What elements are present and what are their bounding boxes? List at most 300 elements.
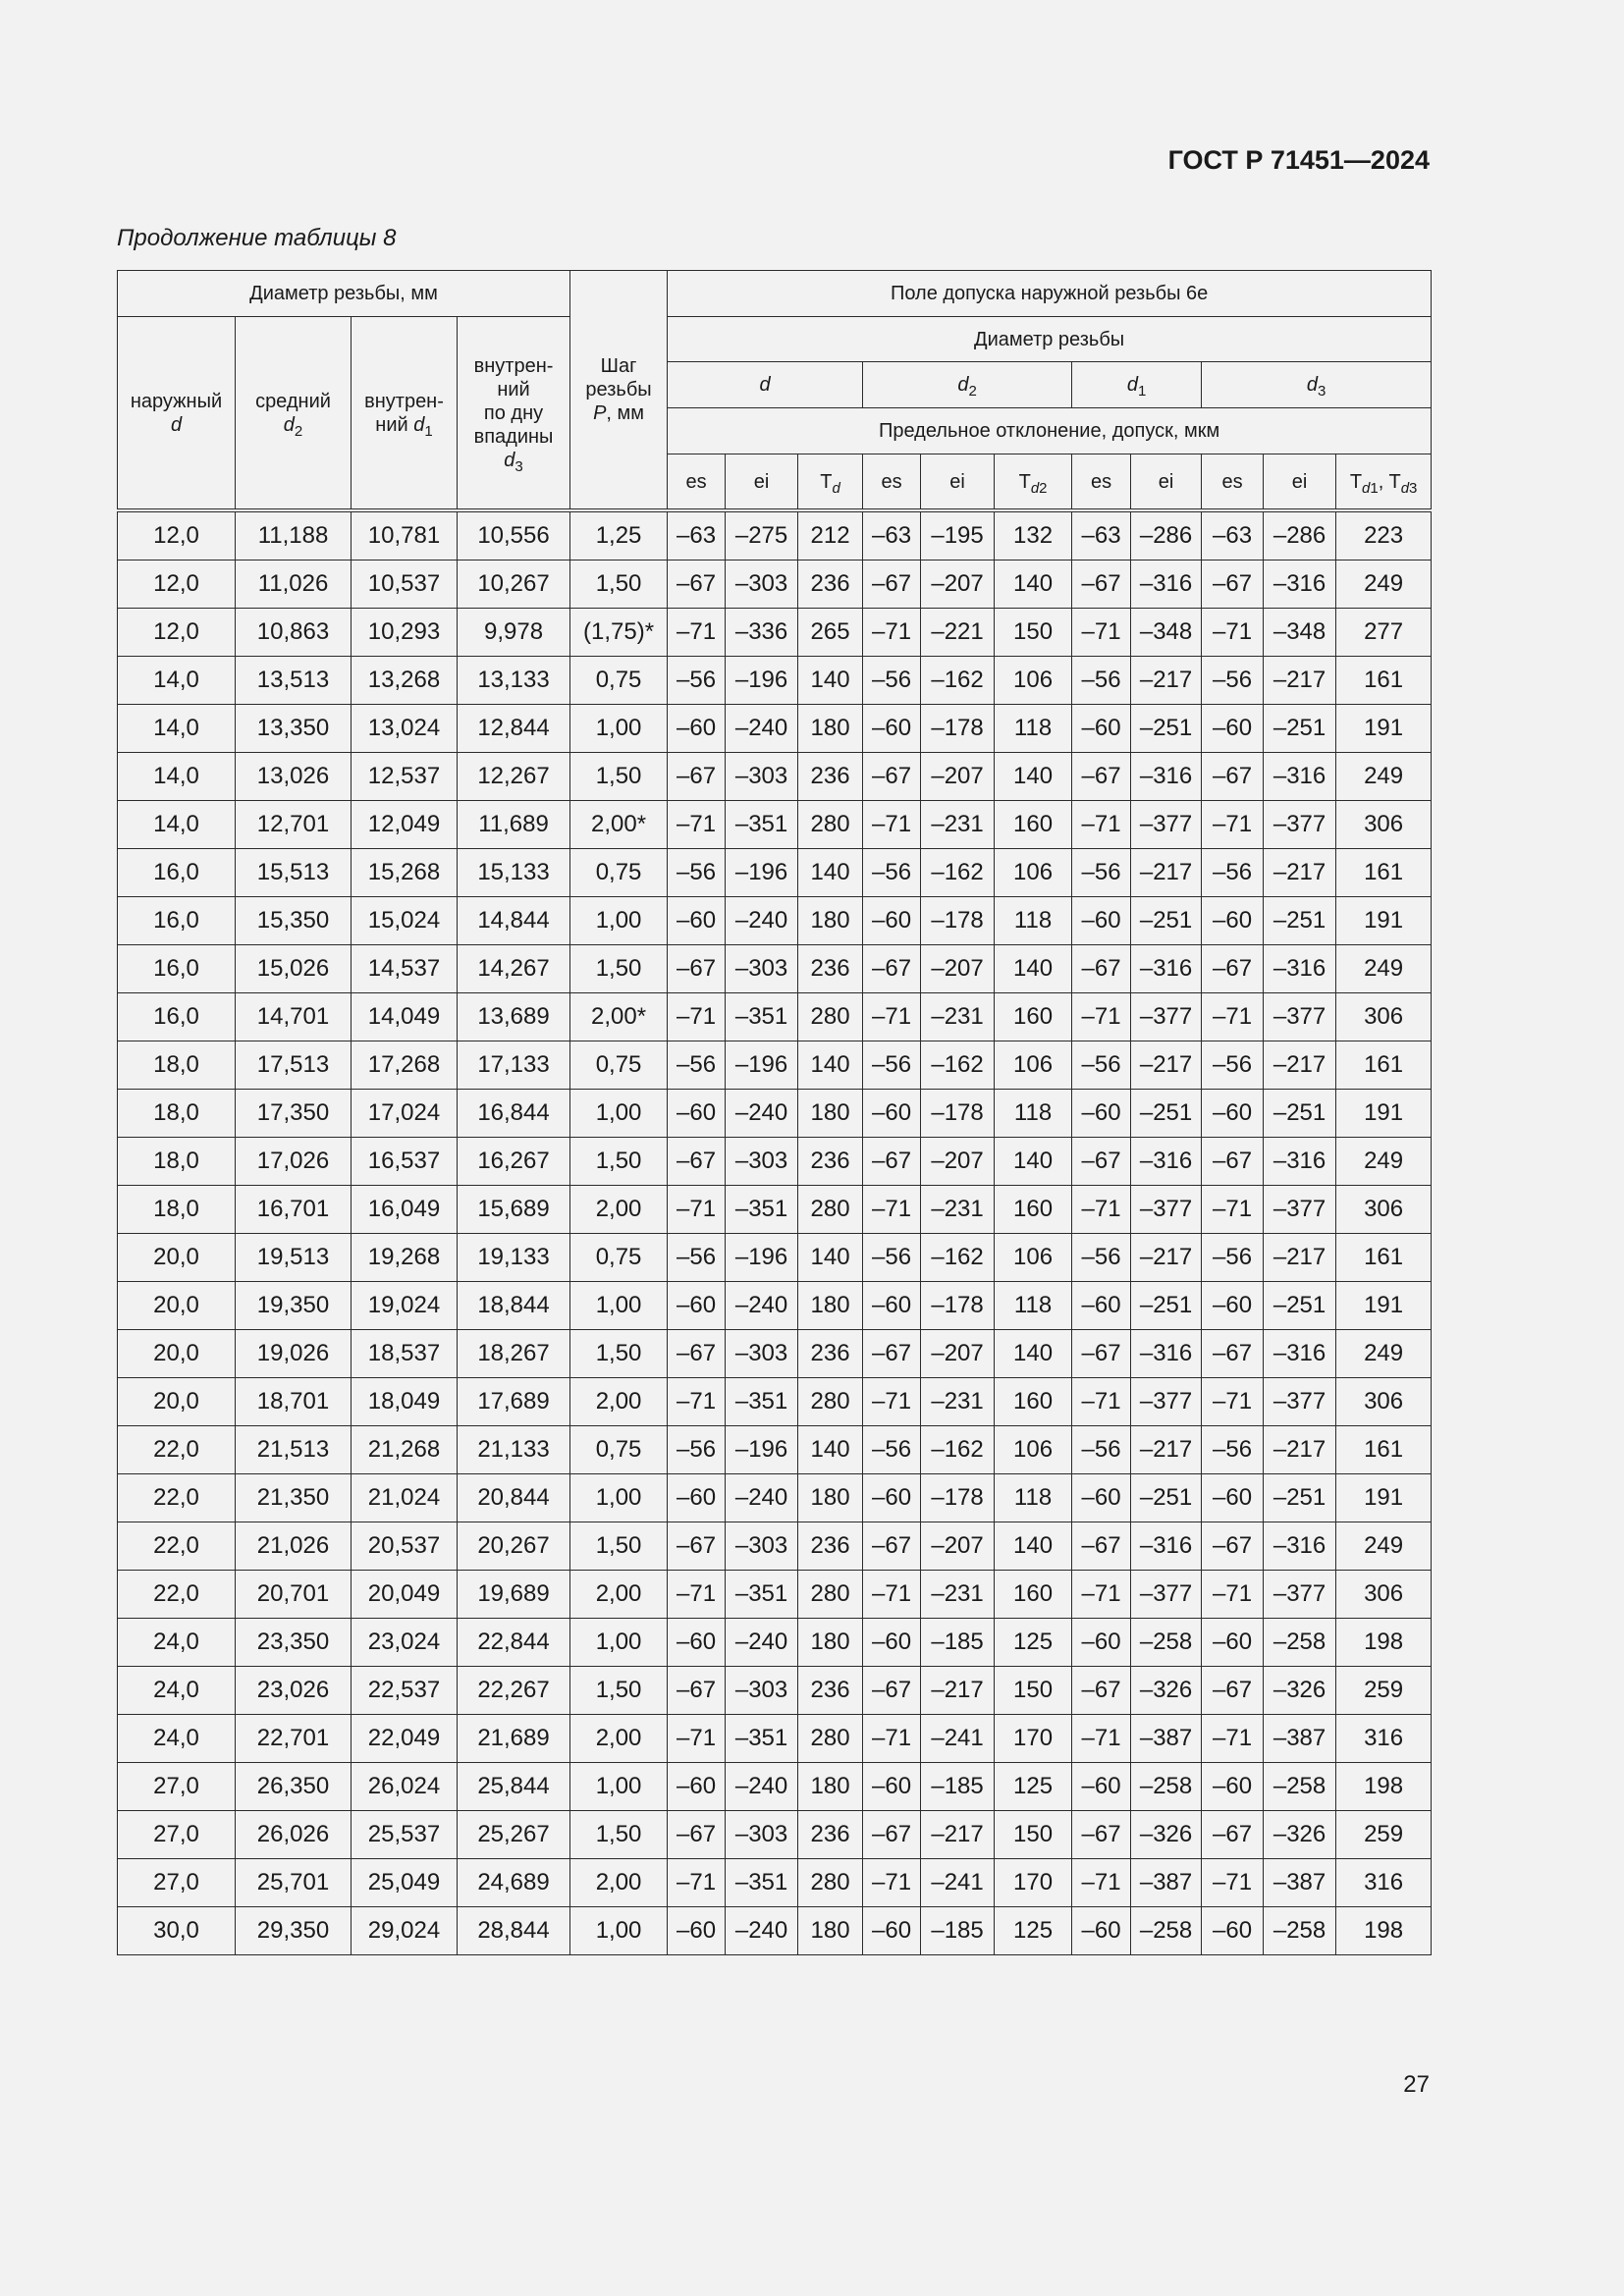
table-cell: –60	[668, 897, 726, 945]
table-cell: –67	[1072, 1522, 1131, 1571]
table-cell: 15,689	[458, 1186, 570, 1234]
table-row	[118, 945, 1432, 993]
table-cell: –71	[668, 1859, 726, 1907]
table-cell: –240	[726, 1619, 798, 1667]
table-cell: –316	[1131, 1522, 1202, 1571]
table-cell: 118	[995, 705, 1072, 753]
table-cell: 1,00	[570, 1474, 668, 1522]
table-cell: 170	[995, 1715, 1072, 1763]
table-cell: 140	[995, 1330, 1072, 1378]
table-cell: –56	[1202, 1234, 1264, 1282]
table-cell: –71	[863, 993, 921, 1041]
table-cell: 280	[798, 1186, 863, 1234]
table-cell: 20,049	[352, 1571, 458, 1619]
table-cell: –377	[1131, 1571, 1202, 1619]
table-cell: 223	[1336, 510, 1432, 561]
table-cell: 140	[798, 1426, 863, 1474]
table-cell: –71	[863, 1571, 921, 1619]
table-cell: –67	[1072, 561, 1131, 609]
table-cell: –71	[863, 1715, 921, 1763]
table-cell: –162	[921, 1426, 995, 1474]
table-cell: –258	[1264, 1619, 1336, 1667]
table-cell: 25,844	[458, 1763, 570, 1811]
table-cell: –67	[1072, 753, 1131, 801]
table-cell: –71	[1202, 1186, 1264, 1234]
table-cell: 17,513	[236, 1041, 352, 1090]
table-cell: 21,350	[236, 1474, 352, 1522]
table-cell: 1,00	[570, 705, 668, 753]
table-cell: –251	[1131, 897, 1202, 945]
table-cell: –67	[1202, 945, 1264, 993]
table-cell: 118	[995, 1282, 1072, 1330]
table-cell: –185	[921, 1907, 995, 1955]
table-cell: 10,863	[236, 609, 352, 657]
table-cell: –63	[668, 510, 726, 561]
table-cell: –71	[863, 1186, 921, 1234]
table-cell: 140	[995, 945, 1072, 993]
table-cell: –71	[668, 993, 726, 1041]
table-cell: 140	[798, 1234, 863, 1282]
table-cell: 140	[995, 561, 1072, 609]
table-row	[118, 1474, 1432, 1522]
table-cell: 19,133	[458, 1234, 570, 1282]
table-cell: 12,0	[118, 609, 236, 657]
table-cell: 21,026	[236, 1522, 352, 1571]
table-row	[118, 1907, 1432, 1955]
table-cell: –56	[668, 1426, 726, 1474]
table-cell: –71	[1202, 1571, 1264, 1619]
table-cell: –240	[726, 705, 798, 753]
table-cell: –60	[1072, 1090, 1131, 1138]
table-cell: –67	[1072, 1330, 1131, 1378]
table-cell: 14,0	[118, 801, 236, 849]
table-row	[118, 1715, 1432, 1763]
table-cell: –240	[726, 1474, 798, 1522]
table-cell: –67	[863, 1811, 921, 1859]
table-cell: 191	[1336, 1282, 1432, 1330]
table-cell: 106	[995, 1234, 1072, 1282]
table-cell: 249	[1336, 1330, 1432, 1378]
table-cell: –71	[668, 1186, 726, 1234]
table-cell: –178	[921, 705, 995, 753]
table-cell: –67	[668, 1522, 726, 1571]
table-cell: 9,978	[458, 609, 570, 657]
table-cell: 16,049	[352, 1186, 458, 1234]
table-cell: 13,689	[458, 993, 570, 1041]
table-cell: –303	[726, 1522, 798, 1571]
table-cell: –56	[1072, 849, 1131, 897]
header-ei: ei	[1131, 454, 1202, 511]
table-cell: 161	[1336, 1426, 1432, 1474]
table-cell: –71	[1202, 993, 1264, 1041]
table-cell: –258	[1131, 1763, 1202, 1811]
table-cell: 27,0	[118, 1763, 236, 1811]
table-cell: 180	[798, 1282, 863, 1330]
table-cell: 106	[995, 1426, 1072, 1474]
table-cell: 1,00	[570, 1763, 668, 1811]
table-cell: 236	[798, 945, 863, 993]
table-cell: –60	[863, 705, 921, 753]
table-cell: –71	[1072, 1378, 1131, 1426]
table-cell: 16,0	[118, 897, 236, 945]
table-cell: –71	[668, 801, 726, 849]
table-cell: 21,513	[236, 1426, 352, 1474]
table-cell: 316	[1336, 1715, 1432, 1763]
table-cell: –351	[726, 1571, 798, 1619]
table-cell: 0,75	[570, 657, 668, 705]
table-cell: 16,701	[236, 1186, 352, 1234]
table-cell: –348	[1131, 609, 1202, 657]
table-cell: 306	[1336, 1186, 1432, 1234]
table-cell: –60	[1202, 897, 1264, 945]
table-cell: –67	[668, 1138, 726, 1186]
table-cell: –217	[1264, 849, 1336, 897]
table-cell: 125	[995, 1763, 1072, 1811]
header-es: es	[1072, 454, 1131, 511]
table-cell: –67	[1072, 1811, 1131, 1859]
table-row	[118, 609, 1432, 657]
table-cell: 11,026	[236, 561, 352, 609]
table-row	[118, 1330, 1432, 1378]
table-cell: –326	[1131, 1811, 1202, 1859]
table-cell: –251	[1131, 705, 1202, 753]
table-cell: –178	[921, 1474, 995, 1522]
table-cell: –71	[1072, 801, 1131, 849]
table-row	[118, 849, 1432, 897]
table-cell: –67	[863, 1138, 921, 1186]
table-cell: 17,689	[458, 1378, 570, 1426]
table-cell: 14,0	[118, 753, 236, 801]
table-cell: –60	[1072, 1619, 1131, 1667]
table-cell: 1,50	[570, 1330, 668, 1378]
table-cell: 277	[1336, 609, 1432, 657]
table-cell: –207	[921, 1330, 995, 1378]
table-cell: –196	[726, 849, 798, 897]
table-cell: 20,0	[118, 1282, 236, 1330]
table-cell: 16,844	[458, 1090, 570, 1138]
table-cell: 25,267	[458, 1811, 570, 1859]
table-cell: 280	[798, 1715, 863, 1763]
table-cell: 15,026	[236, 945, 352, 993]
thread-tolerance-table	[117, 270, 1432, 1955]
table-cell: –251	[1264, 897, 1336, 945]
table-cell: 1,50	[570, 1667, 668, 1715]
table-cell: 13,268	[352, 657, 458, 705]
table-cell: –60	[1202, 1090, 1264, 1138]
table-cell: –377	[1264, 1571, 1336, 1619]
table-cell: 16,0	[118, 993, 236, 1041]
table-cell: 191	[1336, 897, 1432, 945]
table-cell: –178	[921, 1090, 995, 1138]
header-diameter-group: Диаметр резьбы, мм	[118, 271, 570, 317]
table-cell: 236	[798, 1138, 863, 1186]
table-cell: –60	[668, 1907, 726, 1955]
table-cell: 25,049	[352, 1859, 458, 1907]
table-cell: 0,75	[570, 1426, 668, 1474]
table-cell: –63	[863, 510, 921, 561]
table-cell: –351	[726, 1378, 798, 1426]
table-cell: 180	[798, 897, 863, 945]
table-cell: –377	[1264, 801, 1336, 849]
table-cell: –60	[863, 1474, 921, 1522]
table-cell: –387	[1131, 1859, 1202, 1907]
table-cell: –60	[1072, 1282, 1131, 1330]
table-cell: –67	[1072, 1138, 1131, 1186]
table-cell: –316	[1131, 945, 1202, 993]
table-cell: 26,026	[236, 1811, 352, 1859]
table-cell: 140	[995, 1522, 1072, 1571]
table-cell: –377	[1264, 1186, 1336, 1234]
table-cell: 20,0	[118, 1234, 236, 1282]
table-cell: –196	[726, 1041, 798, 1090]
table-cell: –217	[1264, 1426, 1336, 1474]
table-cell: –60	[1202, 1282, 1264, 1330]
table-cell: 27,0	[118, 1811, 236, 1859]
table-cell: 12,267	[458, 753, 570, 801]
table-cell: 21,689	[458, 1715, 570, 1763]
table-cell: 17,133	[458, 1041, 570, 1090]
table-cell: 249	[1336, 945, 1432, 993]
table-cell: –231	[921, 801, 995, 849]
table-cell: 1,00	[570, 897, 668, 945]
table-cell: –71	[1202, 801, 1264, 849]
table-cell: 132	[995, 510, 1072, 561]
table-cell: 150	[995, 1811, 1072, 1859]
table-cell: (1,75)*	[570, 609, 668, 657]
table-cell: 118	[995, 1090, 1072, 1138]
table-cell: –67	[1202, 1811, 1264, 1859]
table-cell: –231	[921, 1186, 995, 1234]
header-es: es	[668, 454, 726, 511]
table-cell: 236	[798, 1811, 863, 1859]
table-cell: –60	[1202, 1907, 1264, 1955]
table-cell: 18,049	[352, 1378, 458, 1426]
table-cell: 19,689	[458, 1571, 570, 1619]
table-cell: 24,689	[458, 1859, 570, 1907]
table-cell: –316	[1264, 1330, 1336, 1378]
table-cell: 21,268	[352, 1426, 458, 1474]
table-cell: 306	[1336, 801, 1432, 849]
header-mean-diameter: средний $d_2$	[236, 317, 352, 511]
table-cell: –185	[921, 1763, 995, 1811]
table-cell: –71	[1202, 609, 1264, 657]
table-cell: 249	[1336, 753, 1432, 801]
table-cell: 17,024	[352, 1090, 458, 1138]
table-cell: –56	[668, 657, 726, 705]
table-row	[118, 753, 1432, 801]
table-cell: –67	[1202, 1330, 1264, 1378]
table-cell: 2,00	[570, 1715, 668, 1763]
table-cell: 198	[1336, 1907, 1432, 1955]
table-cell: 11,188	[236, 510, 352, 561]
table-cell: –71	[1072, 1859, 1131, 1907]
table-cell: –377	[1131, 993, 1202, 1041]
table-cell: –217	[1131, 1234, 1202, 1282]
table-cell: 13,024	[352, 705, 458, 753]
table-cell: –67	[863, 945, 921, 993]
table-cell: 23,350	[236, 1619, 352, 1667]
table-cell: –56	[1202, 849, 1264, 897]
table-cell: –71	[668, 609, 726, 657]
table-cell: 140	[798, 1041, 863, 1090]
table-cell: 1,50	[570, 561, 668, 609]
table-cell: 22,0	[118, 1474, 236, 1522]
table-cell: 161	[1336, 657, 1432, 705]
table-cell: –178	[921, 897, 995, 945]
table-cell: 140	[995, 1138, 1072, 1186]
table-cell: –60	[668, 1090, 726, 1138]
table-cell: –351	[726, 1715, 798, 1763]
header-d: d	[668, 362, 863, 408]
table-cell: 20,0	[118, 1378, 236, 1426]
table-cell: 1,50	[570, 1522, 668, 1571]
table-cell: –221	[921, 609, 995, 657]
header-td2: $T_{d2}$	[995, 454, 1072, 511]
table-cell: 22,701	[236, 1715, 352, 1763]
table-cell: 24,0	[118, 1667, 236, 1715]
table-cell: –71	[668, 1571, 726, 1619]
table-cell: –351	[726, 1859, 798, 1907]
table-cell: 191	[1336, 1474, 1432, 1522]
table-cell: –251	[1131, 1474, 1202, 1522]
table-cell: –56	[1072, 1426, 1131, 1474]
table-cell: 180	[798, 1090, 863, 1138]
table-cell: –316	[1264, 1522, 1336, 1571]
table-cell: –71	[1202, 1859, 1264, 1907]
table-cell: –377	[1131, 801, 1202, 849]
table-row	[118, 801, 1432, 849]
table-cell: 18,0	[118, 1138, 236, 1186]
table-cell: 18,537	[352, 1330, 458, 1378]
table-cell: 22,537	[352, 1667, 458, 1715]
table-cell: 140	[798, 849, 863, 897]
table-cell: 19,350	[236, 1282, 352, 1330]
table-cell: –56	[863, 657, 921, 705]
table-cell: –387	[1264, 1715, 1336, 1763]
table-cell: 249	[1336, 561, 1432, 609]
table-cell: 180	[798, 1474, 863, 1522]
table-cell: –303	[726, 561, 798, 609]
table-cell: –67	[1072, 1667, 1131, 1715]
table-cell: –71	[1072, 993, 1131, 1041]
table-cell: 14,267	[458, 945, 570, 993]
table-cell: 21,133	[458, 1426, 570, 1474]
table-cell: 27,0	[118, 1859, 236, 1907]
table-cell: 249	[1336, 1138, 1432, 1186]
table-cell: 2,00	[570, 1571, 668, 1619]
table-cell: –231	[921, 1571, 995, 1619]
table-cell: –67	[1202, 1667, 1264, 1715]
header-outer-diameter: наружный d	[118, 317, 236, 511]
table-cell: 13,350	[236, 705, 352, 753]
table-row	[118, 561, 1432, 609]
table-cell: –351	[726, 801, 798, 849]
table-cell: –326	[1264, 1667, 1336, 1715]
table-cell: –316	[1264, 1138, 1336, 1186]
table-cell: –67	[1202, 1138, 1264, 1186]
table-cell: –60	[1202, 1763, 1264, 1811]
table-cell: –258	[1264, 1763, 1336, 1811]
table-cell: 18,701	[236, 1378, 352, 1426]
table-cell: –303	[726, 945, 798, 993]
table-cell: –71	[1202, 1715, 1264, 1763]
table-row	[118, 1426, 1432, 1474]
table-row	[118, 1186, 1432, 1234]
header-es: es	[863, 454, 921, 511]
table-cell: 198	[1336, 1619, 1432, 1667]
table-row	[118, 705, 1432, 753]
table-cell: –251	[1264, 705, 1336, 753]
header-inner-diameter: внутрен- ний $d_1$	[352, 317, 458, 511]
table-cell: 180	[798, 1763, 863, 1811]
table-cell: 236	[798, 753, 863, 801]
table-cell: 17,026	[236, 1138, 352, 1186]
table-cell: 15,133	[458, 849, 570, 897]
table-cell: 18,844	[458, 1282, 570, 1330]
table-cell: –60	[1072, 1907, 1131, 1955]
table-cell: –240	[726, 1763, 798, 1811]
table-cell: 12,844	[458, 705, 570, 753]
table-cell: –67	[668, 1330, 726, 1378]
table-cell: 20,844	[458, 1474, 570, 1522]
header-root-diameter: внутрен- ний по дну впадины $d_3$	[458, 317, 570, 511]
header-pitch: Шаг резьбы P, мм	[570, 271, 668, 511]
table-row	[118, 993, 1432, 1041]
table-cell: –67	[863, 561, 921, 609]
table-cell: –56	[1072, 1234, 1131, 1282]
table-cell: 13,513	[236, 657, 352, 705]
table-cell: –60	[668, 1474, 726, 1522]
header-thread-diameter: Диаметр резьбы	[668, 317, 1432, 362]
table-cell: –207	[921, 1138, 995, 1186]
table-cell: 106	[995, 1041, 1072, 1090]
table-cell: 161	[1336, 1041, 1432, 1090]
table-cell: 22,0	[118, 1522, 236, 1571]
table-cell: 18,0	[118, 1041, 236, 1090]
table-cell: 19,513	[236, 1234, 352, 1282]
table-cell: 1,50	[570, 945, 668, 993]
table-cell: 2,00	[570, 1378, 668, 1426]
table-cell: 2,00*	[570, 993, 668, 1041]
table-cell: –67	[668, 753, 726, 801]
table-cell: 0,75	[570, 849, 668, 897]
table-cell: –207	[921, 753, 995, 801]
table-cell: 140	[995, 753, 1072, 801]
table-cell: 236	[798, 561, 863, 609]
table-row	[118, 897, 1432, 945]
table-cell: –303	[726, 1330, 798, 1378]
table-cell: –185	[921, 1619, 995, 1667]
table-cell: –351	[726, 993, 798, 1041]
table-cell: –231	[921, 993, 995, 1041]
table-cell: –71	[863, 1859, 921, 1907]
table-cell: 14,537	[352, 945, 458, 993]
table-cell: 26,350	[236, 1763, 352, 1811]
table-cell: –217	[1264, 1234, 1336, 1282]
table-cell: 180	[798, 705, 863, 753]
table-cell: –71	[1072, 609, 1131, 657]
table-cell: 106	[995, 657, 1072, 705]
table-cell: –286	[1264, 510, 1336, 561]
header-td: $T_d$	[798, 454, 863, 511]
table-cell: 22,267	[458, 1667, 570, 1715]
table-row	[118, 1234, 1432, 1282]
table-cell: –56	[1072, 657, 1131, 705]
table-cell: –377	[1264, 993, 1336, 1041]
table-cell: –60	[863, 1282, 921, 1330]
table-cell: –67	[668, 945, 726, 993]
table-cell: –316	[1264, 753, 1336, 801]
